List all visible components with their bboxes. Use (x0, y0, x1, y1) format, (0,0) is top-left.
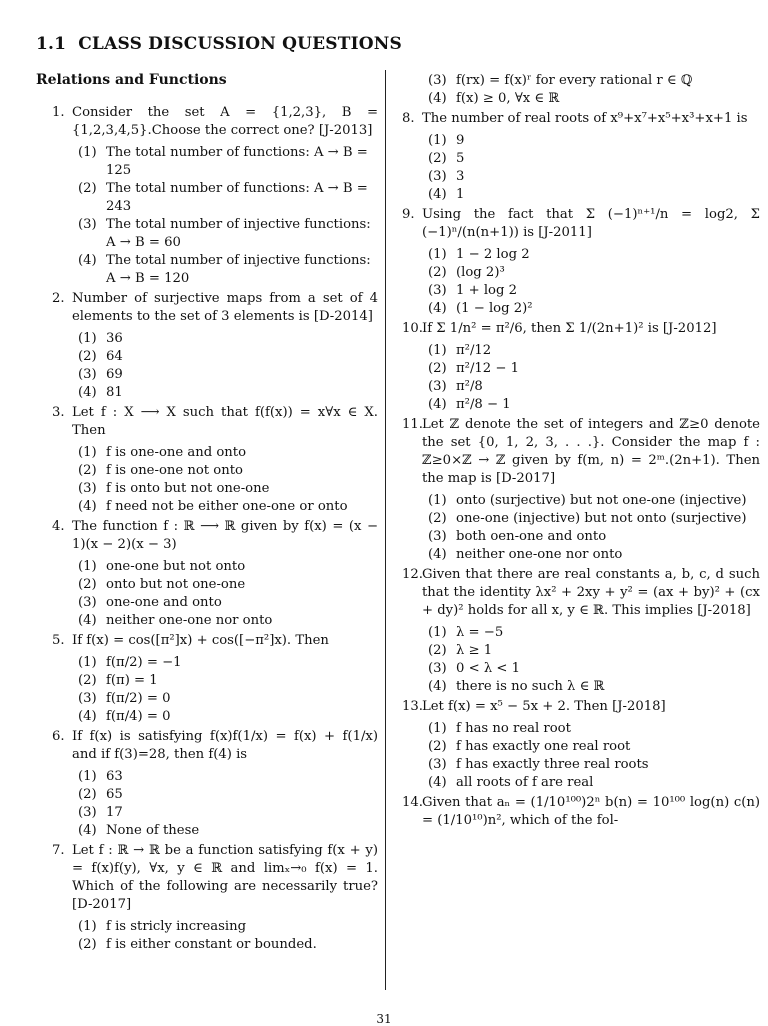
question-14 (402, 794, 760, 830)
question-number: 8. (402, 111, 415, 126)
option: (1) 63 (78, 769, 123, 784)
option-number: (3) (428, 379, 447, 394)
option-number: (1) (78, 145, 97, 160)
option-number: (1) (428, 247, 447, 262)
column-divider (385, 70, 386, 990)
option-number: (1) (78, 331, 97, 346)
question-text: If f(x) is satisfying f(x)f(1/x) = f(x) + f(1/x) and if f(3)=28, then f(4) is (72, 729, 378, 762)
question-number: 6. (52, 729, 65, 744)
option-number: (4) (78, 499, 97, 514)
option-number: (4) (78, 385, 97, 400)
option: (3) f is onto but not one-one (78, 481, 270, 496)
option-number: (1) (78, 655, 97, 670)
question-1 (52, 104, 378, 288)
option: (2) The total number of functions: A → B = 243 (78, 181, 368, 214)
option: (4) neither one-one nor onto (78, 613, 273, 628)
option: (3) one-one and onto (78, 595, 222, 610)
option-number: (1) (428, 625, 447, 640)
option-number: (1) (78, 769, 97, 784)
question-5 (52, 632, 378, 726)
option-number: (3) (78, 595, 97, 610)
question-13 (402, 698, 760, 792)
option: (4) f(x) ≥ 0, ∀x ∈ ℝ (428, 91, 560, 106)
question-9 (402, 206, 760, 318)
question-number: 4. (52, 519, 65, 534)
option: (2) 65 (78, 787, 123, 802)
question-number: 7. (52, 843, 65, 858)
option: (4) f(π/4) = 0 (78, 709, 171, 724)
section-heading: Relations and Functions (36, 72, 227, 88)
question-6 (52, 728, 378, 840)
option-number: (3) (428, 73, 447, 88)
option-number: (1) (78, 559, 97, 574)
option: (3) 0 < λ < 1 (428, 661, 521, 676)
option-number: (3) (78, 367, 97, 382)
option-number: (1) (428, 493, 447, 508)
question-text: The number of real roots of x⁹+x⁷+x⁵+x³+x+1 is (422, 111, 748, 126)
option: (4) 81 (78, 385, 123, 400)
question-text: If Σ 1/n² = π²/6, then Σ 1/(2n+1)² is [J-2012] (422, 321, 717, 336)
option: (2) f has exactly one real root (428, 739, 631, 754)
question-text: Let f(x) = x⁵ − 5x + 2. Then [J-2018] (422, 699, 666, 714)
option-number: (4) (428, 301, 447, 316)
option: (1) onto (surjective) but not one-one (injective) (428, 493, 747, 508)
option-number: (3) (78, 691, 97, 706)
option: (3) both oen-one and onto (428, 529, 607, 544)
option: (4) (1 − log 2)² (428, 301, 533, 316)
option-number: (2) (78, 181, 97, 196)
option: (2) 5 (428, 151, 465, 166)
option-number: (4) (428, 91, 447, 106)
question-number: 1. (52, 105, 65, 120)
option: (3) f has exactly three real roots (428, 757, 649, 772)
option-number: (2) (78, 463, 97, 478)
option: (1) f is one-one and onto (78, 445, 247, 460)
question-7 (52, 842, 378, 954)
option-number: (4) (78, 823, 97, 838)
option: (4) there is no such λ ∈ ℝ (428, 679, 605, 694)
question-10 (402, 320, 760, 414)
option: (1) f(π/2) = −1 (78, 655, 182, 670)
option-number: (4) (428, 187, 447, 202)
option-number: (2) (78, 577, 97, 592)
option: (1) λ = −5 (428, 625, 504, 640)
question-11 (402, 416, 760, 564)
question-4 (52, 518, 378, 630)
option-number: (4) (428, 775, 447, 790)
option: (1) The total number of functions: A → B = 125 (78, 145, 368, 178)
question-2 (52, 290, 378, 402)
option: (3) π²/8 (428, 379, 483, 394)
option-number: (3) (428, 757, 447, 772)
question-number: 14. (402, 795, 423, 810)
question-number: 5. (52, 633, 65, 648)
option-number: (2) (428, 151, 447, 166)
option-number: (1) (78, 919, 97, 934)
option-number: (1) (428, 133, 447, 148)
option-number: (2) (428, 643, 447, 658)
option: (3) 69 (78, 367, 123, 382)
option: (2) f is one-one not onto (78, 463, 243, 478)
option: (4) The total number of injective functions: A → B = 120 (78, 253, 371, 286)
option: (3) 17 (78, 805, 123, 820)
option: (1) 9 (428, 133, 465, 148)
question-text: Let f : ℝ → ℝ be a function satisfying f(x + y) = f(x)f(y), ∀x, y ∈ ℝ and limₓ→₀ f(x) = 1. Which of the following are necessarily true? [D-2017] (72, 843, 378, 912)
option: (1) π²/12 (428, 343, 492, 358)
option-number: (2) (428, 511, 447, 526)
question-3 (52, 404, 378, 516)
option-number: (3) (78, 481, 97, 496)
option-number: (3) (428, 169, 447, 184)
option: (4) π²/8 − 1 (428, 397, 511, 412)
option: (2) onto but not one-one (78, 577, 246, 592)
question-text: Given that there are real constants a, b, c, d such that the identity λx² + 2xy + y² = (ax + by)² + (cx + dy)² holds for all x, y ∈ ℝ. This implies [J-2018] (422, 567, 760, 618)
option-number: (3) (428, 661, 447, 676)
question-number: 13. (402, 699, 423, 714)
option-number: (3) (428, 529, 447, 544)
question-text: Consider the set A = {1,2,3}, B = {1,2,3,4,5}.Choose the correct one? [J-2013] (72, 105, 378, 138)
option: (2) λ ≥ 1 (428, 643, 493, 658)
option-number: (2) (78, 937, 97, 952)
option: (3) f(π/2) = 0 (78, 691, 171, 706)
question-number: 10. (402, 321, 423, 336)
question-number: 12. (402, 567, 423, 582)
question-number: 2. (52, 291, 65, 306)
option-number: (2) (428, 361, 447, 376)
option: (1) one-one but not onto (78, 559, 246, 574)
option-number: (4) (428, 547, 447, 562)
question-text: Using the fact that Σ (−1)ⁿ⁺¹/n = log2, Σ (−1)ⁿ/(n(n+1)) is [J-2011] (422, 207, 760, 240)
option: (3) 1 + log 2 (428, 283, 518, 298)
page-number: 31 (376, 1012, 392, 1026)
option: (4) all roots of f are real (428, 775, 594, 790)
option: (1) f has no real root (428, 721, 571, 736)
option-number: (2) (78, 349, 97, 364)
option: (3) The total number of injective functions: A → B = 60 (78, 217, 371, 250)
option-number: (1) (78, 445, 97, 460)
question-text: The function f : ℝ ⟶ ℝ given by f(x) = (x − 1)(x − 2)(x − 3) (72, 519, 378, 552)
option-number: (2) (428, 739, 447, 754)
right-column (402, 72, 760, 832)
question-text: If f(x) = cos([π²]x) + cos([−π²]x). Then (72, 633, 329, 648)
option-number: (2) (428, 265, 447, 280)
question-12 (402, 566, 760, 696)
option-number: (4) (78, 253, 97, 268)
question-text: Let f : X ⟶ X such that f(f(x)) = x∀x ∈ X. Then (72, 405, 378, 438)
option: (4) 1 (428, 187, 465, 202)
option: (2) (log 2)³ (428, 265, 505, 280)
option-number: (1) (428, 721, 447, 736)
option: (4) neither one-one nor onto (428, 547, 623, 562)
question-7-continued (428, 72, 760, 108)
option: (1) 1 − 2 log 2 (428, 247, 530, 262)
option: (1) 36 (78, 331, 123, 346)
option: (3) 3 (428, 169, 465, 184)
option: (4) f need not be either one-one or onto (78, 499, 348, 514)
page-title: 1.1 CLASS DISCUSSION QUESTIONS (36, 34, 402, 54)
option: (2) π²/12 − 1 (428, 361, 520, 376)
option-number: (4) (78, 709, 97, 724)
option: (4) None of these (78, 823, 200, 838)
option-number: (3) (428, 283, 447, 298)
option: (3) f(rx) = f(x)ʳ for every rational r ∈ ℚ (428, 73, 693, 88)
option: (2) 64 (78, 349, 123, 364)
option-number: (4) (428, 397, 447, 412)
option-number: (2) (78, 673, 97, 688)
question-number: 3. (52, 405, 65, 420)
question-text: Given that aₙ = (1/10¹⁰⁰)2ⁿ b(n) = 10¹⁰⁰ log(n) c(n) = (1/10¹⁰)n², which of the fol- (422, 795, 760, 828)
left-column (52, 104, 378, 956)
question-number: 11. (402, 417, 423, 432)
option-number: (3) (78, 805, 97, 820)
question-8 (402, 110, 760, 204)
option: (2) one-one (injective) but not onto (surjective) (428, 511, 747, 526)
option-number: (4) (78, 613, 97, 628)
option-number: (3) (78, 217, 97, 232)
option: (2) f is either constant or bounded. (78, 937, 317, 952)
option-number: (2) (78, 787, 97, 802)
question-number: 9. (402, 207, 415, 222)
option: (1) f is stricly increasing (78, 919, 247, 934)
question-text: Let ℤ denote the set of integers and ℤ≥0 denote the set {0, 1, 2, 3, . . .}. Consider the map f : ℤ≥0×ℤ → ℤ given by f(m, n) = 2ᵐ.(2n+1). Then the map is [D-2017] (422, 417, 760, 486)
option: (2) f(π) = 1 (78, 673, 158, 688)
option-number: (4) (428, 679, 447, 694)
question-text: Number of surjective maps from a set of 4 elements to the set of 3 elements is [D-2014] (72, 291, 378, 324)
option-number: (1) (428, 343, 447, 358)
